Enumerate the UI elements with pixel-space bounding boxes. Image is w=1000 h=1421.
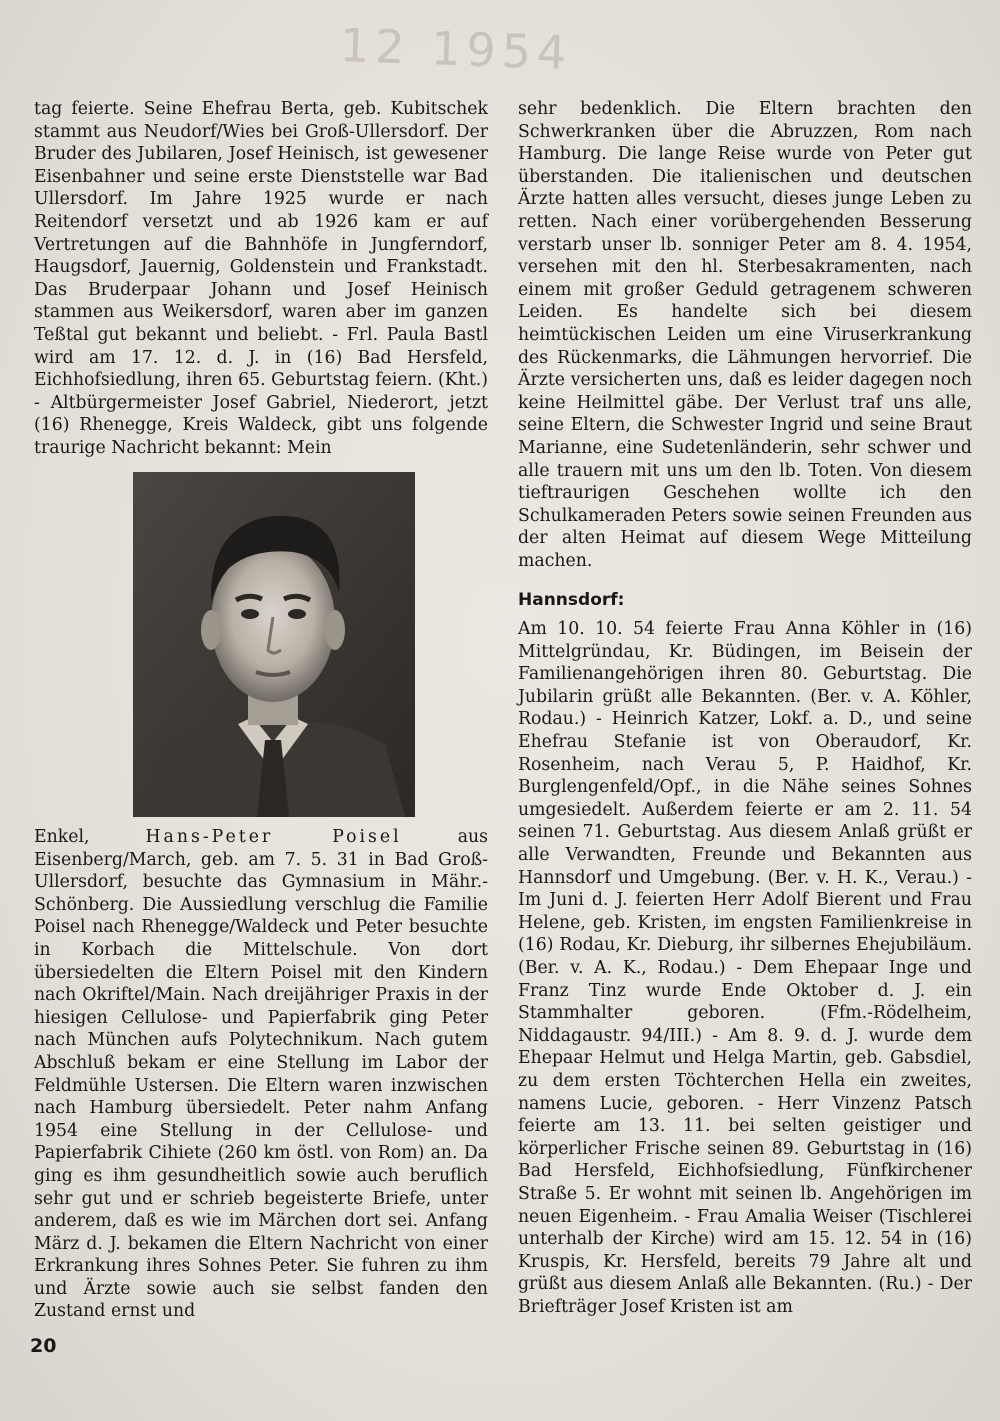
right-column-bottom-paragraph: Am 10. 10. 54 feierte Frau Anna Köhler in (16) Mittelgründau, Kr. Büdingen, im Beisein der Familienangehörigen ihren 80. Geburtstag. Die Jubilarin grüßt alle Bekannten. (Ber. v. A. Köhler, Rodau.) - Heinrich Katzer, Lokf. a. D., und seine Ehefrau Stefanie ist von Oberaudorf, Kr. Rosenheim, nach Verau 5, P. Haidhof, Kr. Burglengenfeld/Opf., in die Nähe seines Sohnes umgesiedelt. Außerdem feierte er am 2. 11. 54 seinen 71. Geburtstag. Aus diesem Anlaß grüßt er alle Verwandten, Freunde und Bekannten aus Hannsdorf und Umgebung. (Ber. v. H. K., Verau.) - Im Juni d. J. feierten Herr Adolf Bierent und Frau Helene, geb. Kristen, im engsten Familienkreise in (16) Rodau, Kr. Dieburg, ihr silbernes Ehejubiläum. (Ber. v. A. K., Rodau.) - Dem Ehepaar Inge und Franz Tinz wurde Ende Oktober d. J. ein Stammhalter geboren. (Ffm.-Rödelheim, Niddagaustr. 94/III.) - Am 8. 9. d. J. wurde dem Ehepaar Helmut und Helga Martin, geb. Gabsdiel, zu dem ersten Töchterchen Hella ein zweites, namens Lucie, geboren. - Herr Vinzenz Patsch feierte am 13. 11. bei selten geistiger und körperlicher Frische seinen 89. Geburtstag in (16) Bad Hersfeld, Eichhofsiedlung, Fünfkirchener Straße 5. Er wohnt mit seinen lb. Angehörigen im neuen Eigenheim. - Frau Amalia Weiser (Tischlerei unterhalb der Kirche) wird am 15. 12. 54 in (16) Kruspis, Kr. Hersfeld, bereits 79 Jahre alt und grüßt aus diesem Anlaß alle Bekannten. (Ru.) - Der Briefträger Josef Kristen ist am (518, 619, 972, 1317)
lower-text-body: aus Eisenberg/March, geb. am 7. 5. 31 in Bad Groß-Ullersdorf, besuchte das Gymnasium in Mähr.-Schönberg. Die Aussiedlung verschlug die Familie Poisel nach Rhenegge/Waldeck und Peter besuchte in Korbach die Mittelschule. Von dort übersiedelten die Eltern Poisel mit den Kindern nach Okriftel/Main. Nach dreijähriger Praxis in der hiesigen Cellulose- und Papierfabrik ging Peter nach München aufs Polytechnikum. Nach gutem Abschluß bekam er eine Stellung im Labor der Feldmühle Ustersen. Die Eltern waren inzwischen nach Hamburg übersiedelt. Peter nahm Anfang 1954 eine Stellung in der Cellulose- und Papierfabrik Cihiete (260 km östl. von Rom) an. Da ging es ihm gesundheitlich sowie auch beruflich sehr gut und er schrieb begeisterte Briefe, unter anderem, daß es wie im Märchen dort sei. Anfang März d. J. bekamen die Eltern Nachricht von einer Erkrankung ihres Sohnes Peter. Sie fuhren zu ihm und Ärzte sowie auch sie selbst fanden den Zustand ernst und (34, 827, 488, 1322)
handwritten-date-note: 12 1954 (339, 17, 574, 81)
section-heading-hannsdorf: Hannsdorf: (518, 590, 625, 611)
lower-text-prefix: Enkel, (34, 827, 146, 847)
left-column (34, 98, 488, 460)
right-column (518, 98, 972, 1318)
portrait-photo (133, 472, 415, 817)
deceased-name: Hans-Peter Poisel (145, 827, 402, 847)
right-column-top-paragraph: sehr bedenklich. Die Eltern brachten den Schwerkranken über die Abruzzen, Rom nach Hamburg. Die lange Reise wurde von Peter gut überstanden. Die italienischen und deutschen Ärzte hatten alles versucht, dieses junge Leben zu retten. Nach einer vorübergehenden Besserung verstarb unser lb. sonniger Peter am 8. 4. 1954, versehen mit den hl. Sterbesakramenten, nach einem mit großer Geduld getragenem schweren Leiden. Es handelte sich bei diesem heimtückischen Leiden um eine Viruserkrankung des Rückenmarks, die Lähmungen hervorrief. Die Ärzte versicherten uns, daß es leider dagegen noch keine Heilmittel gäbe. Der Verlust traf uns alle, seine Eltern, die Schwester Ingrid und seine Braut Marianne, eine Sudetenländerin, sehr schwer und alle trauern mit uns um den lb. Toten. Von diesem tieftraurigen Geschehen wollte ich den Schulkameraden Peters sowie seinen Freunden aus der alten Heimat auf diesem Wege Mitteilung machen. (518, 99, 972, 571)
page-number: 20 (30, 1335, 57, 1357)
portrait-photo-image (133, 472, 415, 817)
left-column-lower-paragraph (34, 826, 488, 1323)
left-column-top-paragraph: tag feierte. Seine Ehefrau Berta, geb. Kubitschek stammt aus Neudorf/Wies bei Groß-Ullersdorf. Der Bruder des Jubilaren, Josef Heinisch, ist gewesener Eisenbahner und seine erste Dienststelle war Bad Ullersdorf. Im Jahre 1925 wurde er nach Reitendorf versetzt und ab 1926 kam er auf Vertretungen auf die Bahnhöfe in Jungferndorf, Haugsdorf, Jauernig, Goldenstein und Frankstadt. Das Bruderpaar Johann und Josef Heinisch stammen aus Weikersdorf, waren aber im ganzen Teßtal gut bekannt und beliebt. - Frl. Paula Bastl wird am 17. 12. d. J. in (16) Bad Hersfeld, Eichhofsiedlung, ihren 65. Geburtstag feiern. (Kht.) - Altbürgermeister Josef Gabriel, Niederort, jetzt (16) Rhenegge, Kreis Waldeck, gibt uns folgende traurige Nachricht bekannt: Mein (34, 99, 488, 458)
